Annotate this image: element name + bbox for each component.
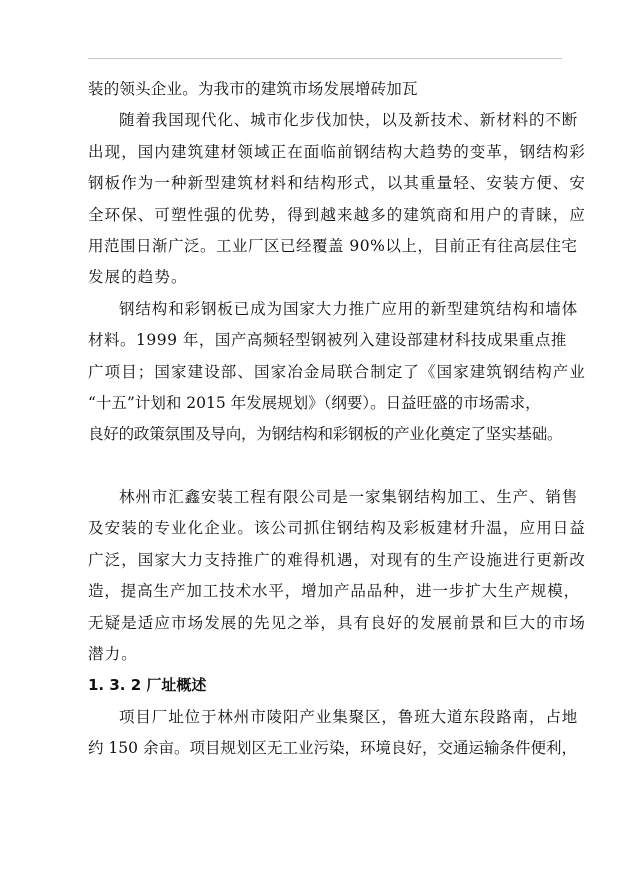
section-heading: 1. 3. 2 厂址概述: [88, 676, 207, 695]
document-body: [88, 74, 587, 765]
paragraph-line: 出现，国内建筑建材领域正在面临前钢结构大趋势的变革，钢结构彩: [88, 142, 587, 161]
paragraph-line: 钢板作为一种新型建筑材料和结构形式，以其重量轻、安装方便、安: [88, 174, 587, 193]
paragraph-line: 潜力。: [88, 645, 138, 664]
paragraph-line: 广项目；国家建设部、国家冶金局联合制定了《国家建筑钢结构产业: [88, 362, 587, 381]
paragraph-line: “十五”计划和 2015 年发展规划》（纲要）。日益旺盛的市场需求，: [88, 393, 541, 412]
paragraph-line: 良好的政策氛围及导向，为钢结构和彩钢板的产业化奠定了坚实基础。: [88, 425, 563, 444]
paragraph-line: 广泛，国家大力支持推广的难得机遇，对现有的生产设施进行更新改: [88, 550, 587, 569]
paragraph-line: 钢结构和彩钢板已成为国家大力推广应用的新型建筑结构和墙体: [119, 299, 579, 318]
paragraph-line: 项目厂址位于林州市陵阳产业集聚区，鲁班大道东段路南，占地: [119, 707, 579, 726]
paragraph-gap: [88, 451, 568, 482]
paragraph-line: 随着我国现代化、城市化步伐加快，以及新技术、新材料的不断: [119, 111, 579, 130]
paragraph-line: 用范围日渐广泛。工业厂区已经覆盖 90%以上，目前正有往高层住宅: [88, 236, 578, 255]
paragraph-line: 约 150 余亩。项目规划区无工业污染，环境良好，交通运输条件便利，: [88, 739, 577, 758]
header-rule: [88, 58, 562, 59]
paragraph-line: 无疑是适应市场发展的先见之举，具有良好的发展前景和巨大的市场: [88, 613, 587, 632]
paragraph-line: 造，提高生产加工技术水平，增加产品品种，进一步扩大生产规模，: [88, 582, 581, 601]
paragraph-line: 林州市汇鑫安装工程有限公司是一家集钢结构加工、生产、销售: [119, 488, 579, 507]
paragraph-line: 发展的趋势。: [88, 268, 188, 287]
paragraph-line: 全环保、可塑性强的优势，得到越来越多的建筑商和用户的青睐，应: [88, 205, 587, 224]
paragraph-line: 材料。1999 年，国产高频轻型钢被列入建设部建材科技成果重点推: [88, 331, 567, 350]
paragraph-line: 及安装的专业化企业。该公司抓住钢结构及彩板建材升温，应用日益: [88, 519, 587, 538]
paragraph-line: 装的领头企业。为我市的建筑市场发展增砖加瓦: [88, 80, 418, 98]
